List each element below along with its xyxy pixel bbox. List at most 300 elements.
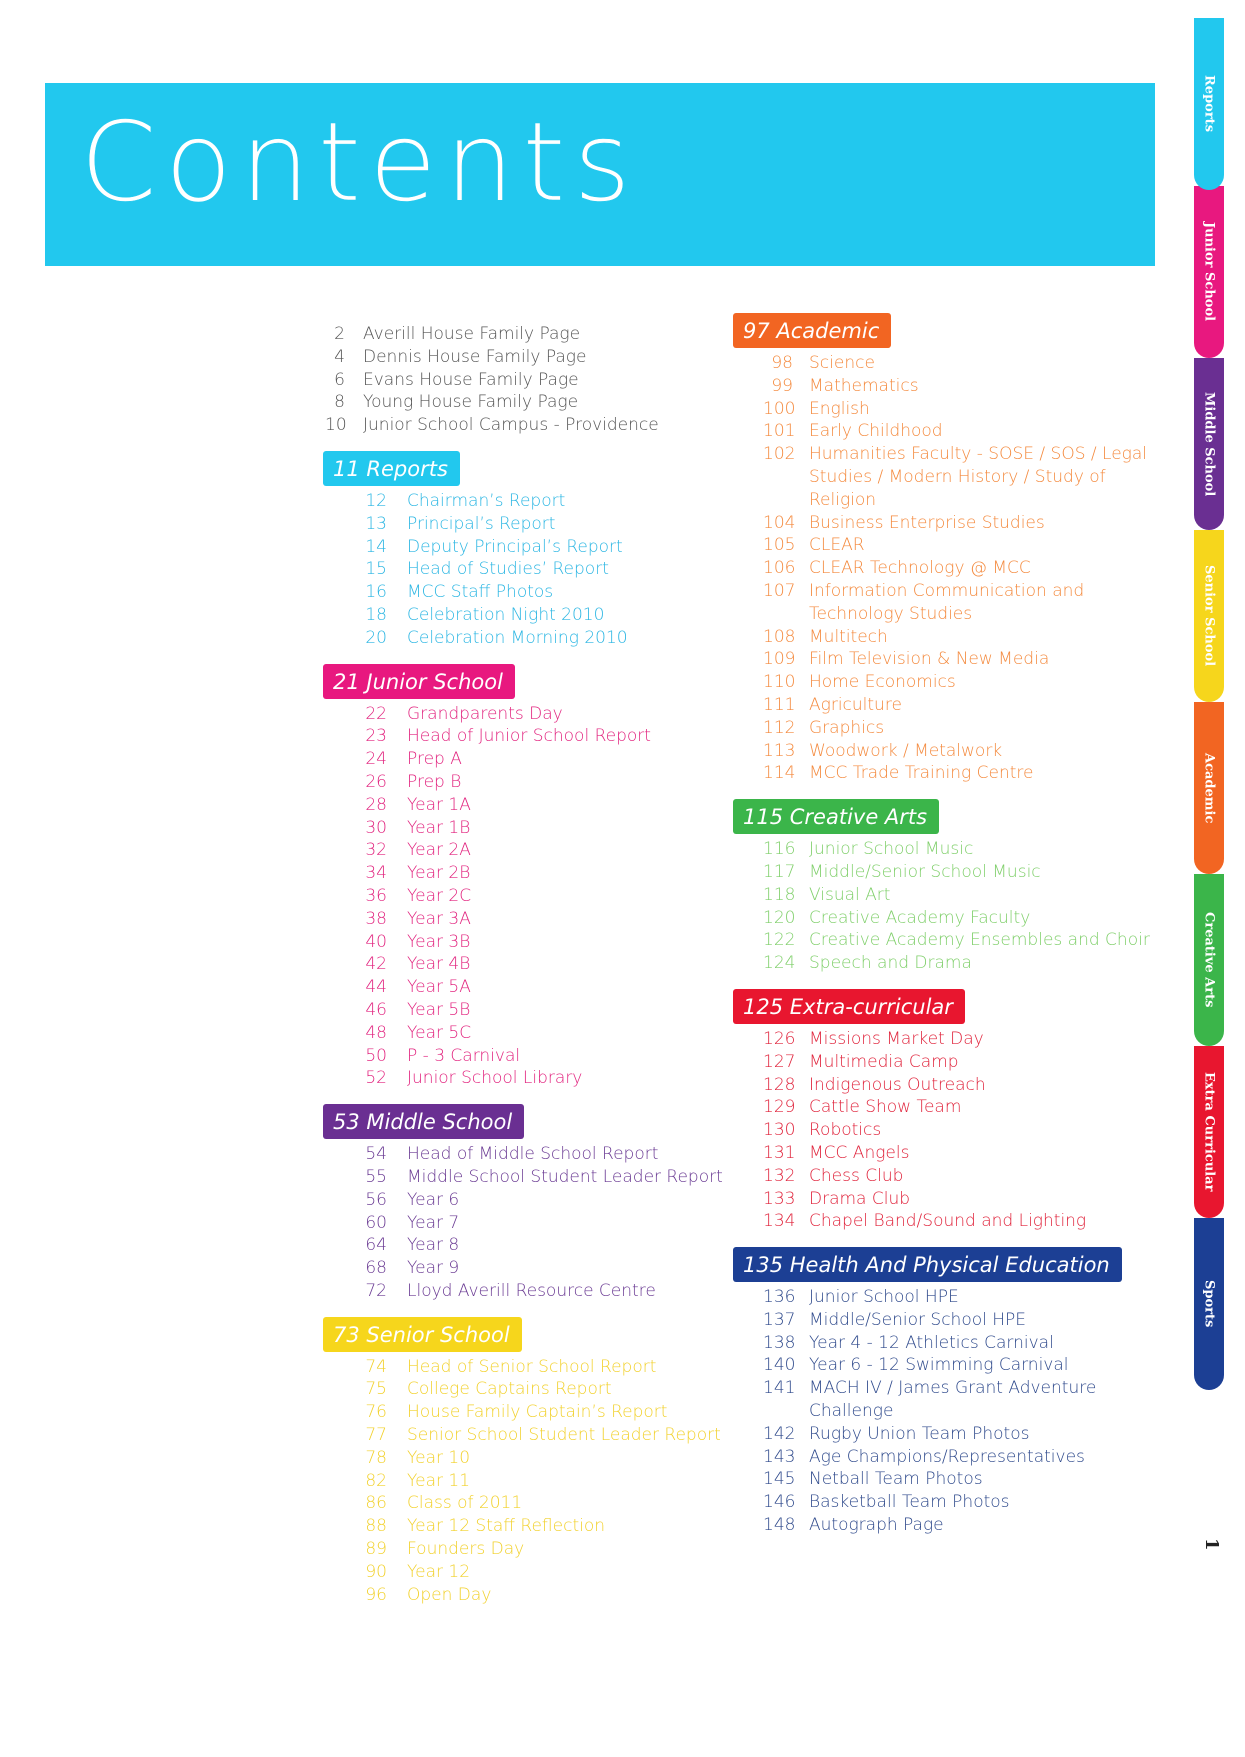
toc-entry-title: Prep B <box>407 771 462 792</box>
section-heading[interactable]: 21 Junior School <box>323 664 515 699</box>
section-heading[interactable]: 115 Creative Arts <box>733 799 939 834</box>
toc-page-number: 72 <box>365 1280 387 1301</box>
toc-page-number: 136 <box>763 1287 796 1308</box>
toc-entry-title: Autograph Page <box>809 1515 944 1536</box>
toc-entry[interactable] <box>763 557 1163 580</box>
toc-entry[interactable] <box>365 1470 745 1493</box>
toc-section <box>733 1247 1163 1537</box>
toc-entry[interactable] <box>365 1143 745 1166</box>
side-tab[interactable] <box>1194 358 1224 530</box>
toc-entry-title: Middle/Senior School Music <box>809 861 1041 882</box>
toc-entry[interactable] <box>325 391 745 414</box>
toc-page-number: 8 <box>334 392 345 413</box>
toc-entry[interactable] <box>763 717 1163 740</box>
toc-entry-title: Age Champions/Representatives <box>809 1446 1085 1467</box>
section-entries <box>733 838 1163 975</box>
toc-entry-title: Missions Market Day <box>809 1028 984 1049</box>
toc-page-number: 4 <box>334 346 345 367</box>
side-tab-label: Senior School <box>1201 565 1217 667</box>
side-tab[interactable] <box>1194 874 1224 1046</box>
toc-entry[interactable] <box>763 740 1163 763</box>
toc-entry[interactable] <box>763 929 1163 952</box>
toc-page-number: 12 <box>365 490 387 511</box>
toc-entry[interactable] <box>365 581 745 604</box>
toc-page-number: 13 <box>365 513 387 534</box>
toc-entry-title: Class of 2011 <box>407 1493 523 1514</box>
side-tab[interactable] <box>1194 530 1224 702</box>
toc-entry[interactable] <box>365 703 745 726</box>
toc-entry[interactable] <box>365 862 745 885</box>
toc-entry-title: Mathematics <box>809 375 919 396</box>
toc-section <box>733 799 1163 975</box>
toc-entry-title: Principal’s Report <box>407 513 556 534</box>
toc-entry[interactable] <box>365 1067 745 1090</box>
toc-entry-title: Head of Senior School Report <box>407 1356 657 1377</box>
toc-entry-title: Creative Academy Faculty <box>809 907 1031 928</box>
toc-page-number: 96 <box>365 1584 387 1605</box>
side-tab-label: Sports <box>1201 1280 1217 1328</box>
toc-entry-title: Cattle Show Team <box>809 1097 962 1118</box>
toc-entry[interactable] <box>365 1447 745 1470</box>
left-sections <box>325 451 745 1606</box>
toc-entry[interactable] <box>763 420 1163 443</box>
page-title: Contents <box>80 98 639 226</box>
toc-entry-title: Celebration Night 2010 <box>407 604 605 625</box>
section-heading[interactable]: 11 Reports <box>323 451 460 486</box>
toc-entry-title: Rugby Union Team Photos <box>809 1423 1030 1444</box>
toc-page-number: 113 <box>763 740 796 761</box>
toc-entry-title: Junior School Music <box>809 839 974 860</box>
toc-page-number: 26 <box>365 771 387 792</box>
toc-entry-title: Deputy Principal’s Report <box>407 536 623 557</box>
toc-entry[interactable] <box>763 352 1163 375</box>
toc-page-number: 42 <box>365 954 387 975</box>
right-sections <box>733 313 1163 1537</box>
toc-page-number: 6 <box>334 369 345 390</box>
toc-page-number: 107 <box>763 580 796 601</box>
toc-entry-title: Robotics <box>809 1120 882 1141</box>
section-entries <box>325 1356 745 1607</box>
toc-entry[interactable] <box>365 931 745 954</box>
toc-entry-title: Year 8 <box>407 1235 460 1256</box>
toc-entry[interactable] <box>763 626 1163 649</box>
toc-page-number: 137 <box>763 1309 796 1330</box>
toc-entry[interactable] <box>365 953 745 976</box>
toc-page-number: 112 <box>763 717 796 738</box>
toc-entry[interactable] <box>365 1424 745 1447</box>
toc-page-number: 86 <box>365 1493 387 1514</box>
section-entries <box>325 1143 745 1303</box>
toc-entry[interactable] <box>763 1119 1163 1142</box>
toc-page-number: 132 <box>763 1165 796 1186</box>
toc-entry-title: Home Economics <box>809 672 956 693</box>
toc-entry[interactable] <box>763 648 1163 671</box>
toc-entry-title: Year 4B <box>407 954 471 975</box>
toc-entry[interactable] <box>365 1561 745 1584</box>
toc-page-number: 110 <box>763 672 796 693</box>
toc-page-number: 14 <box>365 536 387 557</box>
toc-entry[interactable] <box>365 976 745 999</box>
toc-entry[interactable] <box>763 1286 1163 1309</box>
toc-entry-title: Junior School Campus - Providence <box>363 415 659 436</box>
toc-page-number: 118 <box>763 884 796 905</box>
toc-page-number: 131 <box>763 1142 796 1163</box>
toc-entry[interactable] <box>763 1309 1163 1332</box>
toc-entry[interactable] <box>365 1492 745 1515</box>
toc-entry[interactable] <box>763 1332 1163 1355</box>
section-heading[interactable]: 125 Extra-curricular <box>733 989 965 1024</box>
toc-entry[interactable] <box>763 762 1163 785</box>
toc-entry-title: Averill House Family Page <box>363 324 581 344</box>
side-tab-label: Junior School <box>1201 222 1217 322</box>
toc-entry-title: Year 5C <box>407 1022 472 1043</box>
toc-entry[interactable] <box>325 346 745 369</box>
toc-entry[interactable] <box>763 1354 1163 1377</box>
toc-page-number: 134 <box>763 1211 796 1232</box>
toc-entry-title: Year 5A <box>407 977 471 998</box>
toc-entry-title: Head of Junior School Report <box>407 726 651 747</box>
toc-entry[interactable] <box>365 1045 745 1068</box>
section-entries <box>733 352 1163 785</box>
toc-entry-title: Chess Club <box>809 1165 904 1186</box>
section-heading[interactable]: 97 Academic <box>733 313 891 348</box>
toc-entry-title: Head of Middle School Report <box>407 1144 659 1165</box>
toc-entry-title: Netball Team Photos <box>809 1469 983 1490</box>
toc-page-number: 104 <box>763 512 796 533</box>
toc-entry[interactable] <box>365 1166 745 1189</box>
toc-entry[interactable] <box>763 375 1163 398</box>
toc-page-number: 128 <box>763 1074 796 1095</box>
toc-page-number: 145 <box>763 1469 796 1490</box>
intro-list <box>325 323 745 437</box>
toc-entry[interactable] <box>365 885 745 908</box>
toc-page-number: 16 <box>365 582 387 603</box>
toc-page-number: 38 <box>365 908 387 929</box>
toc-entry[interactable] <box>365 1401 745 1424</box>
toc-entry[interactable] <box>763 1188 1163 1211</box>
toc-page-number: 102 <box>763 444 796 465</box>
toc-entry[interactable] <box>763 1028 1163 1051</box>
toc-page-number: 2 <box>334 324 345 344</box>
side-tab-label: Extra Curricular <box>1201 1072 1217 1192</box>
toc-entry-title: Year 3A <box>407 908 471 929</box>
toc-entry[interactable] <box>763 1142 1163 1165</box>
toc-entry[interactable] <box>365 558 745 581</box>
toc-entry-title: Visual Art <box>809 884 891 905</box>
toc-entry[interactable] <box>763 1491 1163 1514</box>
toc-page-number: 23 <box>365 726 387 747</box>
toc-page-number: 133 <box>763 1188 796 1209</box>
section-heading[interactable]: 53 Middle School <box>323 1104 524 1139</box>
toc-left-column <box>325 323 745 1620</box>
toc-section <box>733 313 1163 785</box>
toc-page-number: 15 <box>365 559 387 580</box>
toc-entry-title: MACH IV / James Grant Adventure Challenge <box>809 1378 1097 1422</box>
toc-entry-title: Year 12 Staff Reflection <box>407 1516 606 1537</box>
toc-entry[interactable] <box>365 794 745 817</box>
toc-page-number: 98 <box>771 353 793 373</box>
toc-entry-title: Lloyd Averill Resource Centre <box>407 1280 656 1301</box>
section-entries <box>733 1286 1163 1537</box>
side-tab[interactable] <box>1194 186 1224 358</box>
toc-page-number: 89 <box>365 1539 387 1560</box>
section-heading[interactable]: 73 Senior School <box>323 1317 522 1352</box>
toc-page-number: 90 <box>365 1561 387 1582</box>
side-tab[interactable] <box>1194 18 1224 190</box>
toc-page-number: 20 <box>365 627 387 648</box>
toc-page-number: 99 <box>771 375 793 396</box>
toc-page-number: 148 <box>763 1515 796 1536</box>
toc-entry-title: Year 6 - 12 Swimming Carnival <box>809 1355 1069 1376</box>
toc-entry-title: Graphics <box>809 717 885 738</box>
toc-page-number: 141 <box>763 1378 796 1399</box>
toc-entry-title: Junior School HPE <box>809 1287 959 1308</box>
section-entries <box>325 703 745 1091</box>
toc-entry-title: Senior School Student Leader Report <box>407 1425 721 1446</box>
toc-page-number: 124 <box>763 953 796 974</box>
toc-entry-title: MCC Trade Training Centre <box>809 763 1034 784</box>
toc-entry-title: Early Childhood <box>809 421 943 442</box>
toc-page-number: 28 <box>365 794 387 815</box>
toc-entry[interactable] <box>763 1096 1163 1119</box>
toc-entry[interactable] <box>365 536 745 559</box>
toc-entry[interactable] <box>365 1356 745 1379</box>
toc-entry[interactable] <box>365 627 745 650</box>
toc-entry[interactable] <box>325 414 745 437</box>
toc-entry-title: Science <box>809 353 875 373</box>
toc-section <box>325 451 745 650</box>
toc-entry[interactable] <box>763 1468 1163 1491</box>
section-entries <box>733 1028 1163 1233</box>
toc-entry-title: MCC Angels <box>809 1142 910 1163</box>
toc-entry-title: College Captains Report <box>407 1379 612 1400</box>
toc-entry[interactable] <box>365 1257 745 1280</box>
toc-page-number: 68 <box>365 1258 387 1279</box>
toc-entry[interactable] <box>325 323 745 346</box>
toc-page-number: 36 <box>365 885 387 906</box>
toc-page-number: 52 <box>365 1068 387 1089</box>
toc-entry-title: Chairman’s Report <box>407 490 566 511</box>
toc-page-number: 50 <box>365 1045 387 1066</box>
toc-entry[interactable] <box>763 838 1163 861</box>
toc-entry[interactable] <box>365 999 745 1022</box>
toc-entry-title: Information Communication and Technology Studies <box>809 580 1085 624</box>
side-tab-label: Creative Arts <box>1201 912 1217 1008</box>
toc-entry[interactable] <box>365 1022 745 1045</box>
toc-page-number: 60 <box>365 1212 387 1233</box>
toc-entry-title: Middle School Student Leader Report <box>407 1166 723 1187</box>
toc-entry-title: CLEAR <box>809 535 865 556</box>
toc-entry[interactable] <box>763 398 1163 421</box>
toc-entry[interactable] <box>763 443 1163 511</box>
toc-page-number: 100 <box>763 398 796 419</box>
toc-entry[interactable] <box>365 1538 745 1561</box>
toc-page-number: 34 <box>365 863 387 884</box>
side-tab[interactable] <box>1194 1218 1224 1390</box>
toc-entry[interactable] <box>763 694 1163 717</box>
toc-page-number: 74 <box>365 1356 387 1377</box>
toc-entry[interactable] <box>763 907 1163 930</box>
toc-entry[interactable] <box>365 771 745 794</box>
toc-entry[interactable] <box>763 1377 1163 1423</box>
toc-page-number: 140 <box>763 1355 796 1376</box>
toc-entry-title: Creative Academy Ensembles and Choir <box>809 930 1150 951</box>
toc-entry-title: Year 1B <box>407 817 471 838</box>
toc-entry[interactable] <box>763 1514 1163 1537</box>
toc-entry-title: Drama Club <box>809 1188 911 1209</box>
side-tab-label: Middle School <box>1201 391 1217 497</box>
toc-entry-title: P - 3 Carnival <box>407 1045 521 1066</box>
toc-entry-title: Founders Day <box>407 1539 525 1560</box>
toc-entry-title: Evans House Family Page <box>363 369 579 390</box>
toc-entry-title: Multitech <box>809 626 888 647</box>
toc-entry[interactable] <box>365 1212 745 1235</box>
toc-entry-title: Year 2A <box>407 840 471 861</box>
toc-entry-title: Year 2B <box>407 863 471 884</box>
toc-entry-title: Celebration Morning 2010 <box>407 627 628 648</box>
toc-page-number: 76 <box>365 1402 387 1423</box>
toc-entry[interactable] <box>763 1051 1163 1074</box>
toc-page-number: 56 <box>365 1189 387 1210</box>
toc-entry-title: Dennis House Family Page <box>363 346 587 367</box>
toc-entry[interactable] <box>325 369 745 392</box>
toc-entry[interactable] <box>763 884 1163 907</box>
toc-section <box>325 1104 745 1303</box>
toc-entry-title: Year 5B <box>407 999 471 1020</box>
toc-page-number: 142 <box>763 1423 796 1444</box>
toc-page-number: 24 <box>365 749 387 770</box>
toc-section <box>325 664 745 1091</box>
toc-page-number: 82 <box>365 1470 387 1491</box>
toc-entry-title: Junior School Library <box>407 1068 583 1089</box>
toc-right-column <box>733 313 1163 1551</box>
toc-entry-title: Head of Studies’ Report <box>407 559 609 580</box>
toc-entry-title: Humanities Faculty - SOSE / SOS / Legal Studies / Modern History / Study of Religion <box>809 444 1147 510</box>
toc-entry-title: Year 9 <box>407 1258 460 1279</box>
toc-entry-title: Film Television & New Media <box>809 649 1050 670</box>
toc-page-number: 18 <box>365 604 387 625</box>
toc-entry[interactable] <box>365 1584 745 1607</box>
toc-page-number: 116 <box>763 839 796 860</box>
toc-entry-title: Business Enterprise Studies <box>809 512 1045 533</box>
toc-page-number: 129 <box>763 1097 796 1118</box>
toc-entry-title: Year 2C <box>407 885 472 906</box>
toc-entry[interactable] <box>365 1189 745 1212</box>
toc-entry[interactable] <box>365 908 745 931</box>
toc-entry[interactable] <box>763 580 1163 626</box>
toc-page-number: 114 <box>763 763 796 784</box>
toc-page-number: 78 <box>365 1447 387 1468</box>
toc-entry-title: Year 3B <box>407 931 471 952</box>
side-tab[interactable] <box>1194 1046 1224 1218</box>
toc-entry[interactable] <box>763 1074 1163 1097</box>
toc-entry-title: Agriculture <box>809 694 902 715</box>
toc-entry-title: Year 11 <box>407 1470 471 1491</box>
toc-page-number: 117 <box>763 861 796 882</box>
toc-section <box>325 1317 745 1607</box>
toc-entry-title: Year 1A <box>407 794 471 815</box>
toc-page-number: 88 <box>365 1516 387 1537</box>
toc-entry[interactable] <box>365 1378 745 1401</box>
toc-page-number: 64 <box>365 1235 387 1256</box>
toc-entry[interactable] <box>365 1515 745 1538</box>
section-side-tabs <box>1194 18 1224 1518</box>
toc-entry[interactable] <box>365 748 745 771</box>
toc-entry-title: Year 6 <box>407 1189 460 1210</box>
toc-entry[interactable] <box>763 512 1163 535</box>
toc-section <box>733 989 1163 1233</box>
toc-page-number: 48 <box>365 1022 387 1043</box>
toc-page-number: 120 <box>763 907 796 928</box>
toc-entry-title: Year 4 - 12 Athletics Carnival <box>809 1332 1054 1353</box>
toc-page-number: 108 <box>763 626 796 647</box>
toc-page-number: 32 <box>365 840 387 861</box>
side-tab[interactable] <box>1194 702 1224 874</box>
toc-page-number: 105 <box>763 535 796 556</box>
toc-page-number: 106 <box>763 558 796 579</box>
toc-page-number: 55 <box>365 1166 387 1187</box>
toc-entry-title: House Family Captain’s Report <box>407 1402 668 1423</box>
toc-entry-title: Year 10 <box>407 1447 471 1468</box>
page-number: 1 <box>1201 1538 1222 1551</box>
toc-page-number: 10 <box>325 415 347 436</box>
toc-page-number: 127 <box>763 1051 796 1072</box>
toc-entry-title: Multimedia Camp <box>809 1051 959 1072</box>
toc-entry[interactable] <box>763 1210 1163 1233</box>
toc-entry-title: Year 12 <box>407 1561 471 1582</box>
toc-entry-title: CLEAR Technology @ MCC <box>809 558 1031 579</box>
toc-entry-title: English <box>809 398 870 419</box>
toc-entry-title: Open Day <box>407 1584 492 1605</box>
side-tab-label: Academic <box>1201 752 1217 824</box>
toc-entry[interactable] <box>365 817 745 840</box>
section-heading[interactable]: 135 Health And Physical Education <box>733 1247 1122 1282</box>
toc-entry[interactable] <box>763 671 1163 694</box>
toc-entry[interactable] <box>365 1234 745 1257</box>
toc-entry-title: Prep A <box>407 749 462 770</box>
toc-entry-title: Speech and Drama <box>809 953 972 974</box>
toc-entry[interactable] <box>365 839 745 862</box>
toc-page-number: 138 <box>763 1332 796 1353</box>
toc-entry-title: Woodwork / Metalwork <box>809 740 1003 761</box>
toc-page-number: 22 <box>365 703 387 724</box>
toc-entry[interactable] <box>763 1423 1163 1446</box>
toc-entry[interactable] <box>763 1165 1163 1188</box>
toc-entry-title: Year 7 <box>407 1212 460 1233</box>
toc-page-number: 146 <box>763 1492 796 1513</box>
toc-entry[interactable] <box>365 725 745 748</box>
toc-entry-title: Indigenous Outreach <box>809 1074 986 1095</box>
toc-entry[interactable] <box>365 604 745 627</box>
side-tab-label: Reports <box>1201 75 1217 133</box>
toc-entry-title: Middle/Senior School HPE <box>809 1309 1027 1330</box>
toc-page-number: 30 <box>365 817 387 838</box>
toc-page-number: 122 <box>763 930 796 951</box>
toc-entry[interactable] <box>763 952 1163 975</box>
toc-entry[interactable] <box>763 1446 1163 1469</box>
toc-page-number: 44 <box>365 977 387 998</box>
toc-page-number: 77 <box>365 1425 387 1446</box>
toc-entry[interactable] <box>365 490 745 513</box>
toc-entry[interactable] <box>763 534 1163 557</box>
toc-entry[interactable] <box>365 513 745 536</box>
toc-page-number: 101 <box>763 421 796 442</box>
toc-entry[interactable] <box>365 1280 745 1303</box>
toc-page-number: 46 <box>365 999 387 1020</box>
toc-page-number: 130 <box>763 1120 796 1141</box>
toc-entry[interactable] <box>763 861 1163 884</box>
toc-page-number: 143 <box>763 1446 796 1467</box>
